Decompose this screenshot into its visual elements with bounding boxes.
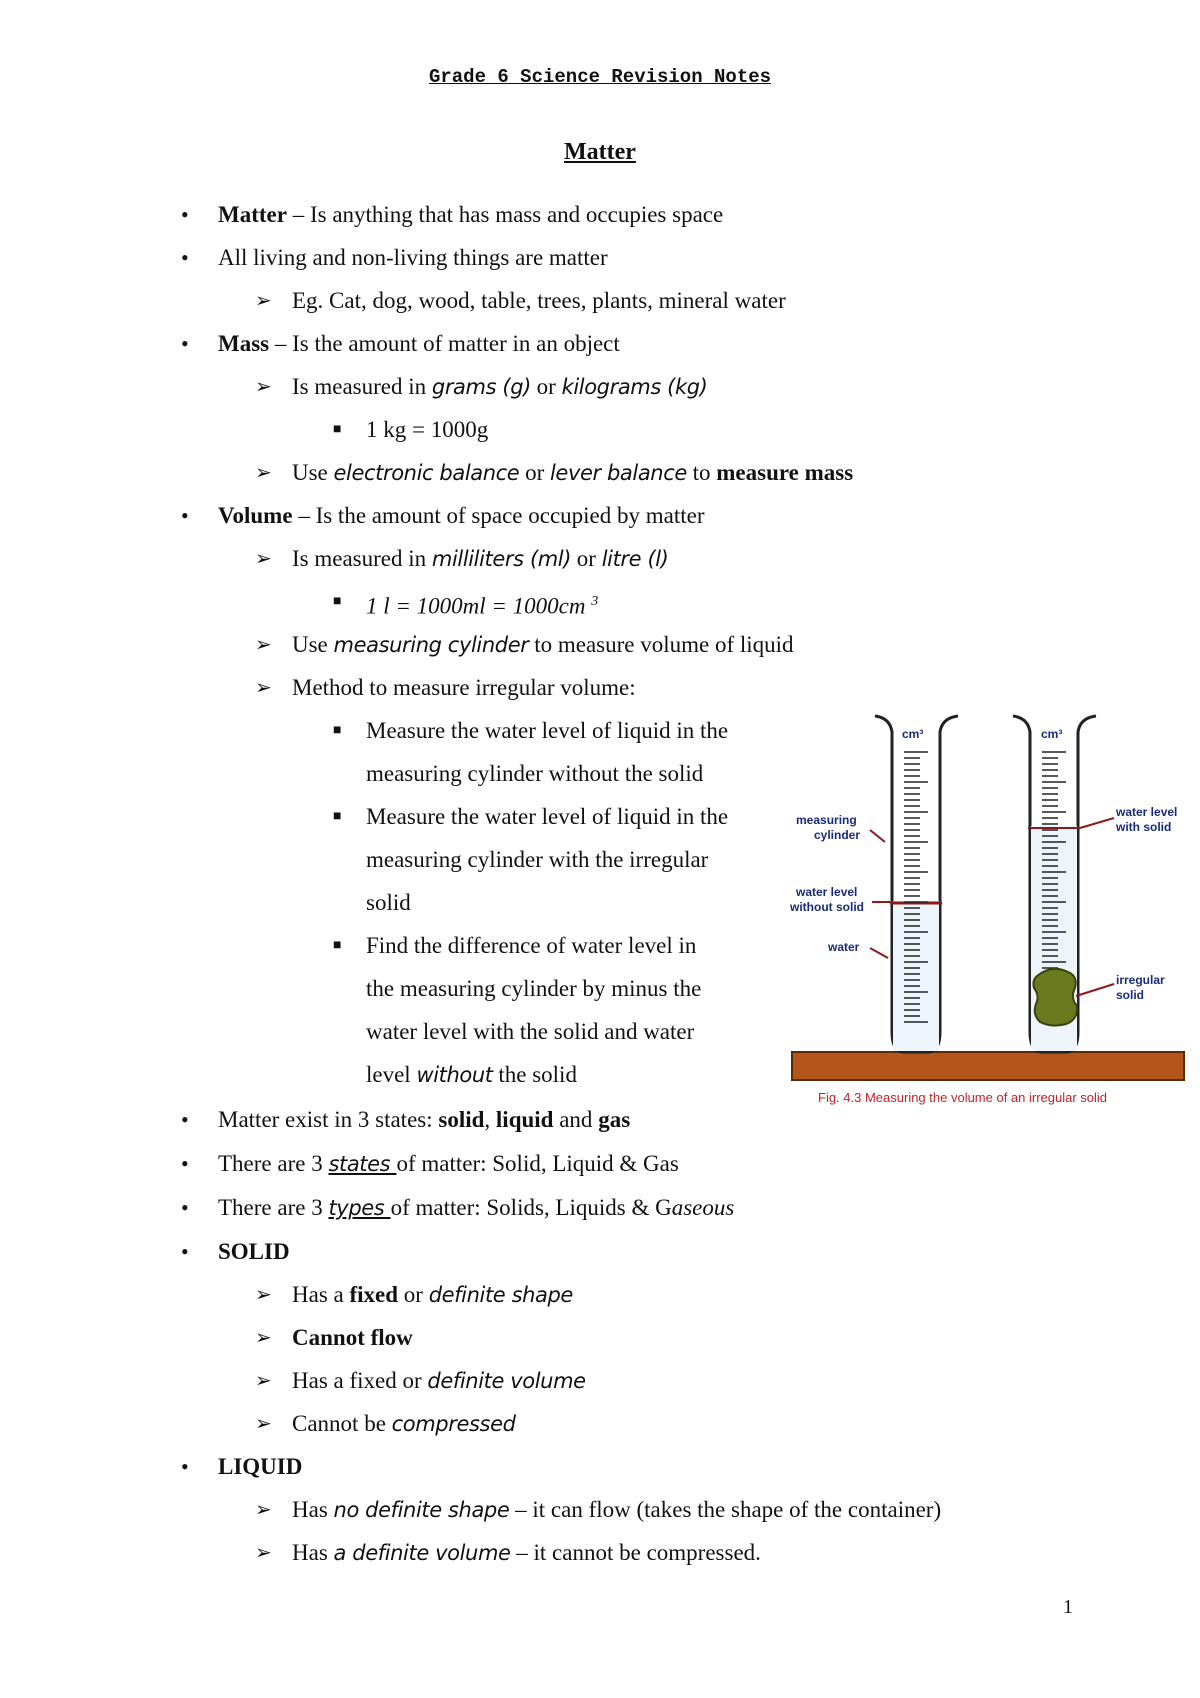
list-item: Matter – Is anything that has mass and occupies space [218,202,724,227]
list-item: Measure the water level of liquid in the [366,718,729,743]
list-item-continuation: measuring cylinder without the solid [366,761,704,786]
arrow-bullet-icon: ➢ [255,677,272,699]
square-bullet-icon: ■ [333,594,342,609]
arrow-bullet-icon: ➢ [255,462,272,484]
list-item-continuation: level without the solid [366,1062,577,1087]
label-with-solid: with solid [1116,820,1172,834]
bullet-icon: • [181,245,189,270]
arrow-bullet-icon: ➢ [255,1542,272,1564]
arrow-bullet-icon: ➢ [255,290,272,312]
cylinder-left [875,716,958,1052]
bullet-icon: • [181,1454,189,1479]
page-number: 1 [1063,1596,1073,1618]
bullet-icon: • [181,1239,189,1264]
table-base [792,1052,1184,1080]
list-item: Has a fixed or definite shape [292,1282,573,1307]
section-title: Matter [564,139,636,165]
list-item: Cannot flow [292,1325,413,1350]
bullet-icon: • [181,1107,189,1132]
list-item: Is measured in milliliters (ml) or litre (l) [292,546,669,571]
list-item: SOLID [218,1239,290,1264]
list-item: Has no definite shape – it can flow (takes the shape of the container) [292,1497,942,1522]
list-item-continuation: the measuring cylinder by minus the [366,976,702,1001]
arrow-bullet-icon: ➢ [255,1370,272,1392]
list-item: Mass – Is the amount of matter in an object [218,331,620,356]
arrow-bullet-icon: ➢ [255,548,272,570]
list-item: Use electronic balance or lever balance to measure mass [292,460,854,485]
label-solid: solid [1116,988,1145,1002]
bullet-icon: • [181,1195,189,1220]
square-bullet-icon: ■ [333,723,342,738]
bullet-icon: • [181,503,189,528]
list-item: Use measuring cylinder to measure volume of liquid [292,632,794,657]
label-water: water [828,940,860,954]
cm3-unit-left: cm³ [902,727,924,741]
label-irregular: irregular [1116,973,1165,987]
cylinder-right [1013,716,1096,1052]
square-bullet-icon: ■ [333,809,342,824]
list-item: Method to measure irregular volume: [292,675,636,700]
bullet-icon: • [181,331,189,356]
square-bullet-icon: ■ [333,938,342,953]
irregular-solid [1033,969,1077,1026]
label-without-solid: without solid [790,900,864,914]
document-title: Grade 6 Science Revision Notes [428,66,772,88]
list-item: Eg. Cat, dog, wood, table, trees, plants, mineral water [292,288,786,313]
label-water-level-right: water level [1116,805,1178,819]
arrow-bullet-icon: ➢ [255,1327,272,1349]
list-item-continuation: solid [366,890,411,915]
list-item: 1 l = 1000ml = 1000cm $^3$ [366,593,599,619]
measuring-cylinder-figure [790,706,1190,1116]
label-measuring: measuring [796,813,857,827]
label-cylinder: cylinder [814,828,861,842]
cm3-unit-right: cm³ [1041,727,1063,741]
square-bullet-icon: ■ [333,422,342,437]
list-item: Has a definite volume – it cannot be compressed. [292,1540,761,1565]
list-item: Cannot be compressed [292,1411,516,1436]
arrow-bullet-icon: ➢ [255,1413,272,1435]
list-item: 1 kg = 1000g [366,417,489,442]
list-item: Matter exist in 3 states: solid, liquid and gas [218,1107,631,1132]
arrow-bullet-icon: ➢ [255,1499,272,1521]
arrow-bullet-icon: ➢ [255,376,272,398]
bullet-icon: • [181,1151,189,1176]
list-item: Is measured in grams (g) or kilograms (kg) [292,374,708,399]
list-item: Has a fixed or definite volume [292,1368,586,1393]
list-item: There are 3 states of matter: Solid, Liquid & Gas [218,1151,679,1176]
bullet-icon: • [181,202,189,227]
list-item: LIQUID [218,1454,303,1479]
arrow-bullet-icon: ➢ [255,1284,272,1306]
list-item-continuation: measuring cylinder with the irregular [366,847,709,872]
arrow-bullet-icon: ➢ [255,634,272,656]
list-item: All living and non-living things are matter [218,245,608,270]
list-item: Measure the water level of liquid in the [366,804,729,829]
label-water-level: water level [796,885,858,899]
list-item-continuation: water level with the solid and water [366,1019,695,1044]
list-item: There are 3 types of matter: Solids, Liquids & Gaseous [218,1195,735,1220]
figure-caption: Fig. 4.3 Measuring the volume of an irregular solid [818,1090,1108,1105]
list-item: Find the difference of water level in [366,933,697,958]
list-item: Volume – Is the amount of space occupied by matter [218,503,705,528]
